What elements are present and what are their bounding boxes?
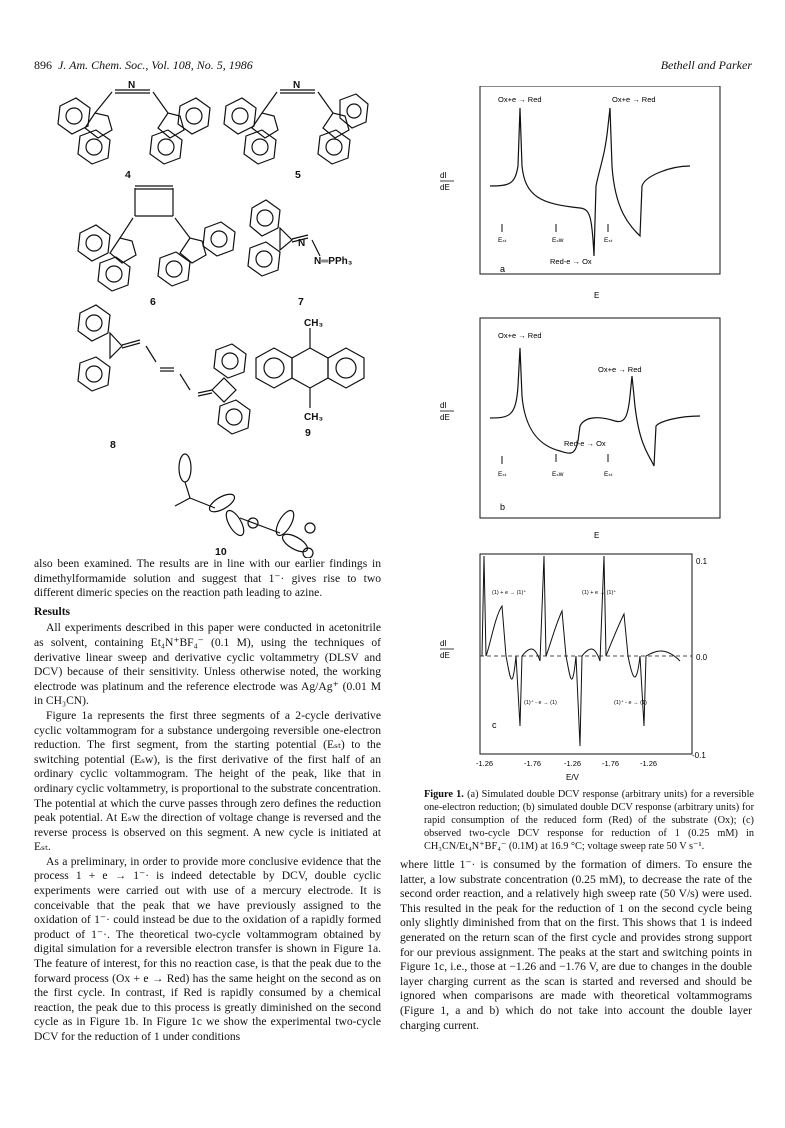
structure-6 bbox=[78, 186, 235, 291]
marker-esw: Eₛw bbox=[552, 237, 564, 244]
page-number: 896 bbox=[34, 58, 52, 72]
figure-1 bbox=[440, 86, 760, 791]
structure-label-5: 5 bbox=[295, 169, 301, 181]
annot-bottom-right: (1)⁺ - e → (1) bbox=[614, 700, 647, 706]
authors: Bethell and Parker bbox=[660, 58, 752, 72]
annot-left: Ox+e → Red bbox=[498, 95, 542, 104]
figure-caption bbox=[424, 788, 754, 853]
panel-label: c bbox=[492, 720, 497, 730]
right-column bbox=[400, 858, 752, 1033]
caption-text: (a) Simulated double DCV response (arbitrary units) for a reversible one-electron reduction; (b) simulated double DCV response (arbitrary units) for rapid consumption of the reduced form (Red) of the substrate (Ox); (c) observed two-cycle DCV response for reduction of 1 (0.25 mM) in CH₃CN/Et₄N⁺BF₄⁻ (0.1M) at 16.9 °C; voltage sweep rate 50 V s⁻¹. bbox=[424, 789, 754, 852]
y-tick: -0.1 bbox=[692, 751, 706, 760]
x-tick: -1.76 bbox=[524, 759, 542, 768]
atom-pph3: N═PPh₃ bbox=[314, 256, 353, 267]
structure-label-8: 8 bbox=[110, 439, 116, 451]
structure-9 bbox=[256, 328, 364, 408]
paragraph-3: As a preliminary, in order to provide more conclusive evidence that the process 1 + e → 1⁻· is indeed detectable by DCV, double cyclic experiments were carried out with use of a mercury electrode. It is conceivable that the peak that we have previously assigned to the oxidation of 1⁻· could instead be due to the oxidation of a rapidly formed product of 1⁻·. The theoretical two-cycle voltammogram obtained by digital simulation for a reversible electron transfer is shown in Figure 1a. The feature of interest, for this no reaction case, is that the peak due to the forward process (Ox + e → Red) has the same height on the second as on the first cycle. In contrast, if Red is rapidly consumed by a chemical reaction, the peak due to this process is greatly diminished on the second cycle as in Figure 1b. In Figure 1c we show the experimental two-cycle DCV for the reduction of 1 under conditions bbox=[34, 854, 381, 1043]
section-title-results: Results bbox=[34, 604, 71, 618]
annot-bottom-left: (1)⁺ - e → (1) bbox=[524, 700, 557, 706]
journal-name: J. Am. Chem. Soc., Vol. 108, No. 5, 1986 bbox=[58, 58, 253, 72]
atom-n: N bbox=[128, 80, 136, 91]
structures-drawing bbox=[40, 78, 370, 558]
ylabel-top: dI bbox=[440, 639, 447, 648]
ylabel-top: dI bbox=[440, 171, 447, 180]
structure-label-10: 10 bbox=[215, 546, 227, 558]
x-tick: -1.26 bbox=[564, 759, 582, 768]
structure-8 bbox=[78, 305, 250, 434]
annot-right: Ox+e → Red bbox=[598, 365, 642, 374]
marker-est: Eₛₜ bbox=[604, 471, 613, 478]
ylabel-top: dI bbox=[440, 401, 447, 410]
paragraph-1: All experiments described in this paper were conducted in acetonitrile as solvent, containing Et₄N⁺BF₄⁻ (0.1 M), using the techniques of derivative linear sweep and derivative cyclic voltammetry (DLSV and DCV) because of their sensitivity. Unless otherwise noted, the working electrode was platinum and the reference electrode was Ag/Ag⁺ (0.01 M in CH₃CN). bbox=[34, 621, 381, 708]
panel-label: b bbox=[500, 502, 506, 512]
structure-7 bbox=[248, 200, 320, 276]
x-tick: -1.26 bbox=[640, 759, 658, 768]
x-tick: -1.26 bbox=[476, 759, 494, 768]
continuation-paragraph: also been examined. The results are in line with our earlier findings in dimethylformamide solution and suggest that 1⁻· gives rise to two different dimeric species on the reaction path leading to azine. bbox=[34, 557, 381, 600]
marker-esw: Eₛw bbox=[552, 471, 564, 478]
caption-label: Figure 1. bbox=[424, 789, 464, 800]
annot-right: Ox+e → Red bbox=[612, 95, 656, 104]
panel-b bbox=[440, 318, 720, 540]
marker-est: Eₛₜ bbox=[498, 471, 507, 478]
structure-4 bbox=[58, 90, 210, 164]
structure-label-7: 7 bbox=[298, 296, 304, 308]
annot-top-left: (1) + e → (1)⁺ bbox=[492, 590, 527, 596]
annot-left: Ox+e → Red bbox=[498, 331, 542, 340]
atom-ch3: CH₃ bbox=[304, 318, 324, 329]
panel-c bbox=[440, 554, 708, 782]
annot-top-right: (1) + e → (1)⁺ bbox=[582, 590, 617, 596]
annot-bottom: Red-e → Ox bbox=[550, 257, 592, 266]
panel-a bbox=[440, 86, 720, 300]
structure-label-4: 4 bbox=[125, 169, 131, 181]
atom-n: N bbox=[298, 238, 306, 249]
ylabel-bottom: dE bbox=[440, 651, 450, 660]
right-paragraph: where little 1⁻· is consumed by the formation of dimers. To ensure the latter, a low substrate concentration (0.25 mM), to decrease the rate of the second order reaction, and a relatively high sweep rate (50 V/s) were used. This resulted in the peak for the reduction of 1 on the second cycle being only slightly diminished from that on the first. This shows that 1 is indeed generated on the return scan of the first cycle and provides strong support for our previous assignment. The peaks at the start and switching points in Figure 1c, i.e., those at −1.26 and −1.76 V, are due to changes in the double layer charging current as the scan is started and reversed and should be ignored when comparisons are made with theoretical voltammograms (Figure 1, a and b) which do not take into account the double layer charging current. bbox=[400, 858, 752, 1032]
y-tick: 0.1 bbox=[696, 557, 708, 566]
x-tick: -1.76 bbox=[602, 759, 620, 768]
figure-1-plots bbox=[440, 86, 760, 786]
xlabel: E bbox=[594, 531, 600, 540]
panel-label: a bbox=[500, 264, 506, 274]
xlabel: E bbox=[594, 291, 600, 300]
marker-est: Eₛₜ bbox=[498, 237, 507, 244]
ylabel-bottom: dE bbox=[440, 413, 450, 422]
structure-10 bbox=[175, 454, 315, 558]
running-header bbox=[34, 58, 752, 76]
structure-label-9: 9 bbox=[305, 427, 311, 439]
paragraph-2: Figure 1a represents the first three segments of a 2-cycle derivative cyclic voltammogram for a substance undergoing reversible one-electron reduction. The first segment, from the starting potential (Eₛₜ) to the switching potential (Eₛw), is the first derivative of the first half of an ordinary cyclic voltammogram. The height of the peak, like that in ordinary cyclic voltammetry, is proportional to the substrate concentration. The potential at which the curve passes through zero defines the reduction peak potential. At Eₛw the direction of voltage change is reversed and the reverse process is observed on this segment. A new cycle is initiated at Eₛₜ. bbox=[34, 708, 381, 854]
xlabel: E/V bbox=[566, 773, 579, 782]
structure-5 bbox=[224, 90, 368, 164]
marker-est: Eₛₜ bbox=[604, 237, 613, 244]
ylabel-bottom: dE bbox=[440, 183, 450, 192]
atom-n: N bbox=[293, 80, 301, 91]
chemical-structures bbox=[40, 78, 370, 558]
structure-label-6: 6 bbox=[150, 296, 156, 308]
annot-bottom: Red-e → Ox bbox=[564, 439, 606, 448]
left-column bbox=[34, 557, 381, 1045]
atom-ch3: CH₃ bbox=[304, 412, 324, 423]
journal-citation bbox=[34, 58, 253, 73]
y-tick: 0.0 bbox=[696, 653, 708, 662]
